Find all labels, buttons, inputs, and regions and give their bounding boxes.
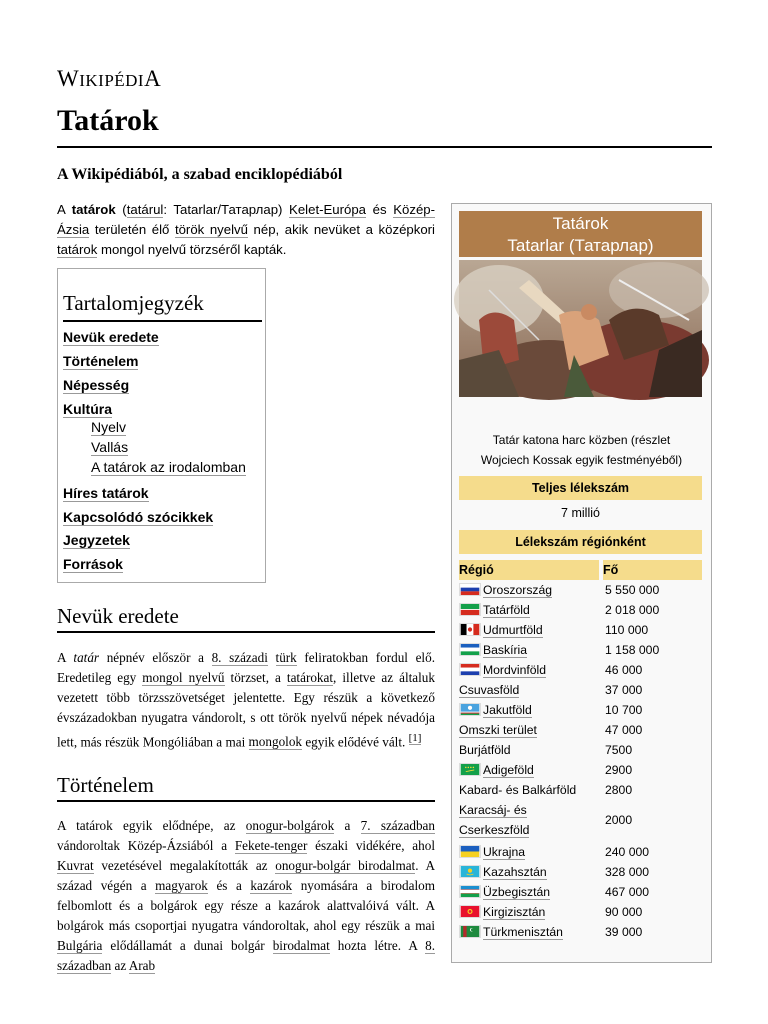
population-value: 2800 — [605, 783, 633, 797]
table-of-contents — [57, 268, 266, 583]
wikipedia-logo[interactable] — [57, 66, 161, 92]
link-8-szazadi[interactable]: 8. századi — [211, 650, 268, 665]
toc-item-forrasok[interactable]: Források — [63, 556, 123, 572]
link-tatarokat[interactable]: tatárokat — [286, 670, 334, 685]
intro-text: ( — [115, 202, 127, 217]
toc-item-kultura[interactable]: Kultúra — [63, 401, 112, 417]
population-value: 46 000 — [605, 663, 643, 677]
reference-1[interactable]: [1] — [408, 732, 422, 744]
link-onogur-bolgar-birodalom[interactable]: onogur-bolgár birodalmat — [275, 858, 416, 873]
section-divider — [57, 800, 435, 802]
link-turk[interactable]: türk — [275, 650, 297, 665]
section-heading-tortenelem: Történelem — [57, 773, 154, 797]
intro-text: A — [57, 202, 72, 217]
link-7-szazadban[interactable]: 7. században — [360, 818, 435, 833]
intro-text: területén élő — [89, 222, 175, 237]
toc-subitem-irodalom[interactable]: A tatárok az irodalomban — [91, 459, 246, 475]
link-kelet-europa[interactable]: Kelet-Európa — [289, 202, 367, 217]
link-onogur-bolgarok[interactable]: onogur-bolgárok — [245, 818, 335, 833]
toc-item-jegyzetek[interactable]: Jegyzetek — [63, 532, 130, 548]
toc-subitem-nyelv[interactable]: Nyelv — [91, 419, 127, 435]
population-value: 5 550 000 — [605, 583, 660, 597]
region-link[interactable]: Üzbegisztán — [483, 885, 551, 899]
intro-text: : Tatarlar/Татарлар) — [163, 202, 290, 217]
paragraph-nevuk-eredete: A tatár népnév először a 8. századi türk feliratokban fordul elő. Eredetileg egy mongol nyelvű törzset, a tatárokat, illetve az általuk vezetett több törzsszövetséget jelentette. Egy részük a következő évszázadokban nyugatra vándorolt, s ott török nyelvű népek névadója lett, más részük Mongóliában a mai mongolok egyik elődévé vált. [1] — [57, 650, 435, 750]
link-8-szazadban[interactable]: 8. században — [57, 938, 435, 973]
region-link[interactable]: Csuvasföld — [459, 683, 520, 697]
region-link[interactable]: Ukrajna — [483, 845, 525, 859]
intro-paragraph — [57, 200, 435, 260]
intro-bold-term: tatárok — [71, 202, 116, 217]
total-population-value: 7 millió — [561, 506, 600, 520]
link-kozep-azsia[interactable]: Közép-Ázsia — [57, 202, 436, 237]
population-value: 37 000 — [605, 683, 643, 697]
population-value: 39 000 — [605, 925, 643, 939]
region-link[interactable]: Karacsáj- és Cserkeszföld — [459, 803, 530, 837]
logo-letters-mid: IKIPÉDI — [79, 71, 145, 90]
link-magyarok[interactable]: magyarok — [155, 878, 208, 893]
intro-text: mongol nyelvű törzséről kapták. — [97, 242, 287, 257]
infobox — [451, 203, 712, 963]
infobox-header — [459, 211, 702, 257]
population-value: 240 000 — [605, 845, 650, 859]
link-torok-nyelvu[interactable]: török nyelvű — [174, 222, 248, 237]
page-title: Tatárok — [57, 104, 159, 137]
udmurtia-flag-icon — [459, 623, 481, 636]
population-value: 7500 — [605, 743, 633, 757]
region-link[interactable]: Kazahsztán — [483, 865, 547, 879]
table-row — [459, 800, 702, 840]
population-value: 2000 — [605, 813, 633, 827]
tagline: A Wikipédiából, a szabad enciklopédiából — [57, 166, 343, 183]
mordovia-flag-icon — [459, 663, 481, 676]
intro-text: nép, akik nevüket a középkori — [247, 222, 435, 237]
toc-subitem-vallas[interactable]: Vallás — [91, 439, 129, 455]
yakutia-flag-icon — [459, 703, 481, 716]
link-birodalmat[interactable]: birodalmat — [272, 938, 330, 953]
battle-painting-image[interactable] — [459, 260, 702, 397]
intro-text: és — [366, 202, 394, 217]
population-value: 1 158 000 — [605, 643, 660, 657]
region-link[interactable]: Adigeföld — [483, 763, 534, 777]
ukraine-flag-icon — [459, 845, 481, 858]
population-value: 90 000 — [605, 905, 643, 919]
population-value: 2 018 000 — [605, 603, 660, 617]
population-value: 10 700 — [605, 703, 643, 717]
toc-divider — [63, 320, 262, 322]
italic-term: tatár — [73, 650, 100, 665]
section-divider — [57, 631, 435, 633]
region-name: Burjátföld — [459, 743, 511, 757]
population-value: 328 000 — [605, 865, 650, 879]
regional-population-header: Lélekszám régiónként — [459, 530, 702, 554]
bashkortostan-flag-icon — [459, 643, 481, 656]
region-link[interactable]: Mordvinföld — [483, 663, 546, 677]
kazakhstan-flag-icon — [459, 865, 481, 878]
column-header-region: Régió — [459, 560, 599, 580]
painting-svg — [459, 260, 702, 397]
toc-item-tortenelem[interactable]: Történelem — [63, 353, 139, 369]
toc-title: Tartalomjegyzék — [63, 291, 204, 315]
toc-item-nevuk-eredete[interactable]: Nevük eredete — [63, 329, 159, 345]
link-kazarok[interactable]: kazárok — [250, 878, 293, 893]
region-link[interactable]: Kirgizisztán — [483, 905, 546, 919]
paragraph-tortenelem: A tatárok egyik elődnépe, az onogur-bolgárok a 7. században vándoroltak Közép-Ázsiából a Fekete-tenger északi vidékére, ahol Kuvrat vezetésével megalakították az onogur-bolgár birodalmat. A század végén a magyarok és a kazárok nyomására a birodalom felbomlott és a bolgárok egy része a kazárok alattvalóivá vált. A bolgárok más csoportjai nyugatra vándoroltak, ahol egy részük a mai Bulgária elődállamát a dunai bolgár birodalmat hozta létre. A 8. században az Arab — [57, 818, 435, 973]
russia-flag-icon — [459, 583, 481, 596]
population-value: 110 000 — [605, 623, 649, 637]
region-link[interactable]: Tatárföld — [483, 603, 530, 617]
link-bulgaria[interactable]: Bulgária — [57, 938, 103, 953]
region-link[interactable]: Udmurtföld — [483, 623, 543, 637]
section-heading-nevuk-eredete: Nevük eredete — [57, 604, 179, 628]
region-link[interactable]: Jakutföld — [483, 703, 532, 717]
turkmenistan-flag-icon — [459, 925, 481, 938]
image-caption: Tatár katona harc közben (részlet Wojciech Kossak egyik festményéből) — [480, 433, 683, 467]
adygea-flag-icon — [459, 763, 481, 776]
total-population-header: Teljes lélekszám — [459, 476, 702, 500]
region-link[interactable]: Oroszország — [483, 583, 553, 597]
population-value: 2900 — [605, 763, 633, 777]
tatarstan-flag-icon — [459, 603, 481, 616]
link-fekete-tenger[interactable]: Fekete-tenger — [234, 838, 308, 853]
toc-item-hires-tatarok[interactable]: Híres tatárok — [63, 485, 149, 501]
region-link[interactable]: Baskíria — [483, 643, 528, 657]
link-mongol-nyelvu[interactable]: mongol nyelvű — [142, 670, 225, 685]
link-mongolok[interactable]: mongolok — [248, 734, 303, 750]
logo-letter-w: W — [57, 66, 80, 91]
region-link[interactable]: Türkmenisztán — [483, 925, 563, 939]
link-tatarul[interactable]: tatárul — [126, 202, 164, 217]
toc-item-nepesseg[interactable]: Népesség — [63, 377, 130, 393]
column-header-population: Fő — [603, 560, 702, 580]
region-link[interactable]: Omszki terület — [459, 723, 537, 737]
link-kuvrat[interactable]: Kuvrat — [57, 858, 94, 873]
link-tatarok[interactable]: tatárok — [57, 242, 98, 257]
population-value: 47 000 — [605, 723, 643, 737]
region-name: Kabard- és Balkárföld — [459, 783, 577, 797]
logo-letter-a: A — [144, 66, 162, 91]
infobox-native-name: Tatarlar (Татарлар) — [507, 236, 654, 255]
kyrgyzstan-flag-icon — [459, 905, 481, 918]
infobox-title: Tatárok — [552, 214, 609, 233]
toc-item-kapcsolodo[interactable]: Kapcsolódó szócikkek — [63, 509, 214, 525]
population-value: 467 000 — [605, 885, 650, 899]
link-arab[interactable]: Arab — [128, 958, 156, 973]
title-divider — [57, 146, 712, 148]
uzbekistan-flag-icon — [459, 885, 481, 898]
